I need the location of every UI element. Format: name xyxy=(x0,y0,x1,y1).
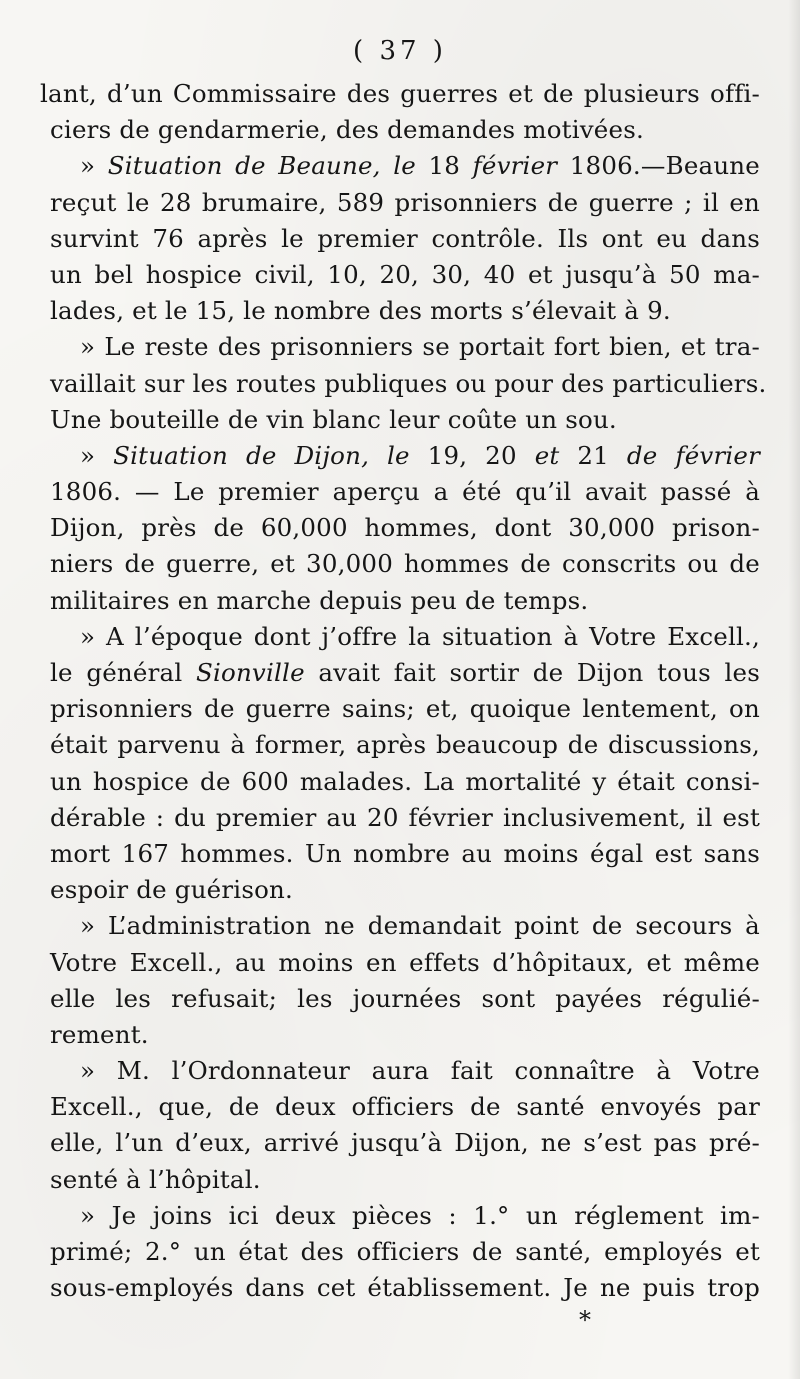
text-line: mort 167 hommes. Un nombre au moins égal est sans xyxy=(50,838,760,868)
text-line: un hospice de 600 malades. La mortalité y était consi- xyxy=(50,766,760,796)
text-line: sous-employés dans cet établissement. Je ne puis trop xyxy=(50,1273,760,1303)
text-line: Votre Excell., au moins en effets d’hôpitaux, et même xyxy=(50,947,760,977)
text-line: » Situation de Beaune, le 18 février 1806.—Beaune xyxy=(80,151,760,181)
text-line: vaillait sur les routes publiques ou pour des particuliers. xyxy=(50,368,767,398)
text-line: elle, l’un d’eux, arrivé jusqu’à Dijon, ne s’est pas pré- xyxy=(50,1128,760,1158)
text-line: » A l’époque dont j’offre la situation à Votre Excell., xyxy=(80,621,760,651)
text-line: » L’administration ne demandait point de secours à xyxy=(80,911,760,941)
text-line: 1806. — Le premier aperçu a été qu’il avait passé à xyxy=(50,477,760,507)
text-line: était parvenu à former, après beaucoup de discussions, xyxy=(50,730,760,760)
text-line: lades, et le 15, le nombre des morts s’élevait à 9. xyxy=(50,296,671,326)
text-line: » Le reste des prisonniers se portait fort bien, et tra- xyxy=(80,332,760,362)
body-text xyxy=(40,76,767,1306)
text-line: rement. xyxy=(50,1019,149,1049)
text-line: ciers de gendarmerie, des demandes motivées. xyxy=(50,115,644,145)
text-line: primé; 2.° un état des officiers de santé, employés et xyxy=(50,1237,760,1266)
text-line: elle les refusait; les journées sont payées régulié- xyxy=(50,983,760,1013)
text-line: reçut le 28 brumaire, 589 prisonniers de guerre ; il en xyxy=(50,187,760,217)
signature-mark: * xyxy=(579,1306,591,1334)
text-line: » Situation de Dijon, le 19, 20 et 21 de février xyxy=(80,440,761,470)
page-number: ( 37 ) xyxy=(353,36,447,66)
text-line: Excell., que, de deux officiers de santé envoyés par xyxy=(50,1092,760,1122)
text-line: lant, d’un Commissaire des guerres et de plusieurs offi- xyxy=(40,79,760,108)
text-line: senté à l’hôpital. xyxy=(50,1164,261,1194)
text-line: le général Sionville avait fait sortir de Dijon tous les xyxy=(50,658,760,687)
text-line: survint 76 après le premier contrôle. Ils ont eu dans xyxy=(50,223,760,253)
text-line: Dijon, près de 60,000 hommes, dont 30,000 prison- xyxy=(50,513,760,543)
page-edge xyxy=(788,0,800,1379)
text-line: militaires en marche depuis peu de temps. xyxy=(50,585,589,615)
text-line: » M. l’Ordonnateur aura fait connaître à Votre xyxy=(80,1056,760,1086)
text-line: dérable : du premier au 20 février inclusivement, il est xyxy=(50,802,760,832)
text-line: niers de guerre, et 30,000 hommes de conscrits ou de xyxy=(50,549,760,579)
text-line: » Je joins ici deux pièces : 1.° un réglement im- xyxy=(80,1200,760,1230)
text-line: un bel hospice civil, 10, 20, 30, 40 et jusqu’à 50 ma- xyxy=(50,259,760,289)
text-line: Une bouteille de vin blanc leur coûte un sou. xyxy=(50,404,617,434)
text-line: prisonniers de guerre sains; et, quoique lentement, on xyxy=(50,694,760,724)
text-line: espoir de guérison. xyxy=(50,875,294,905)
